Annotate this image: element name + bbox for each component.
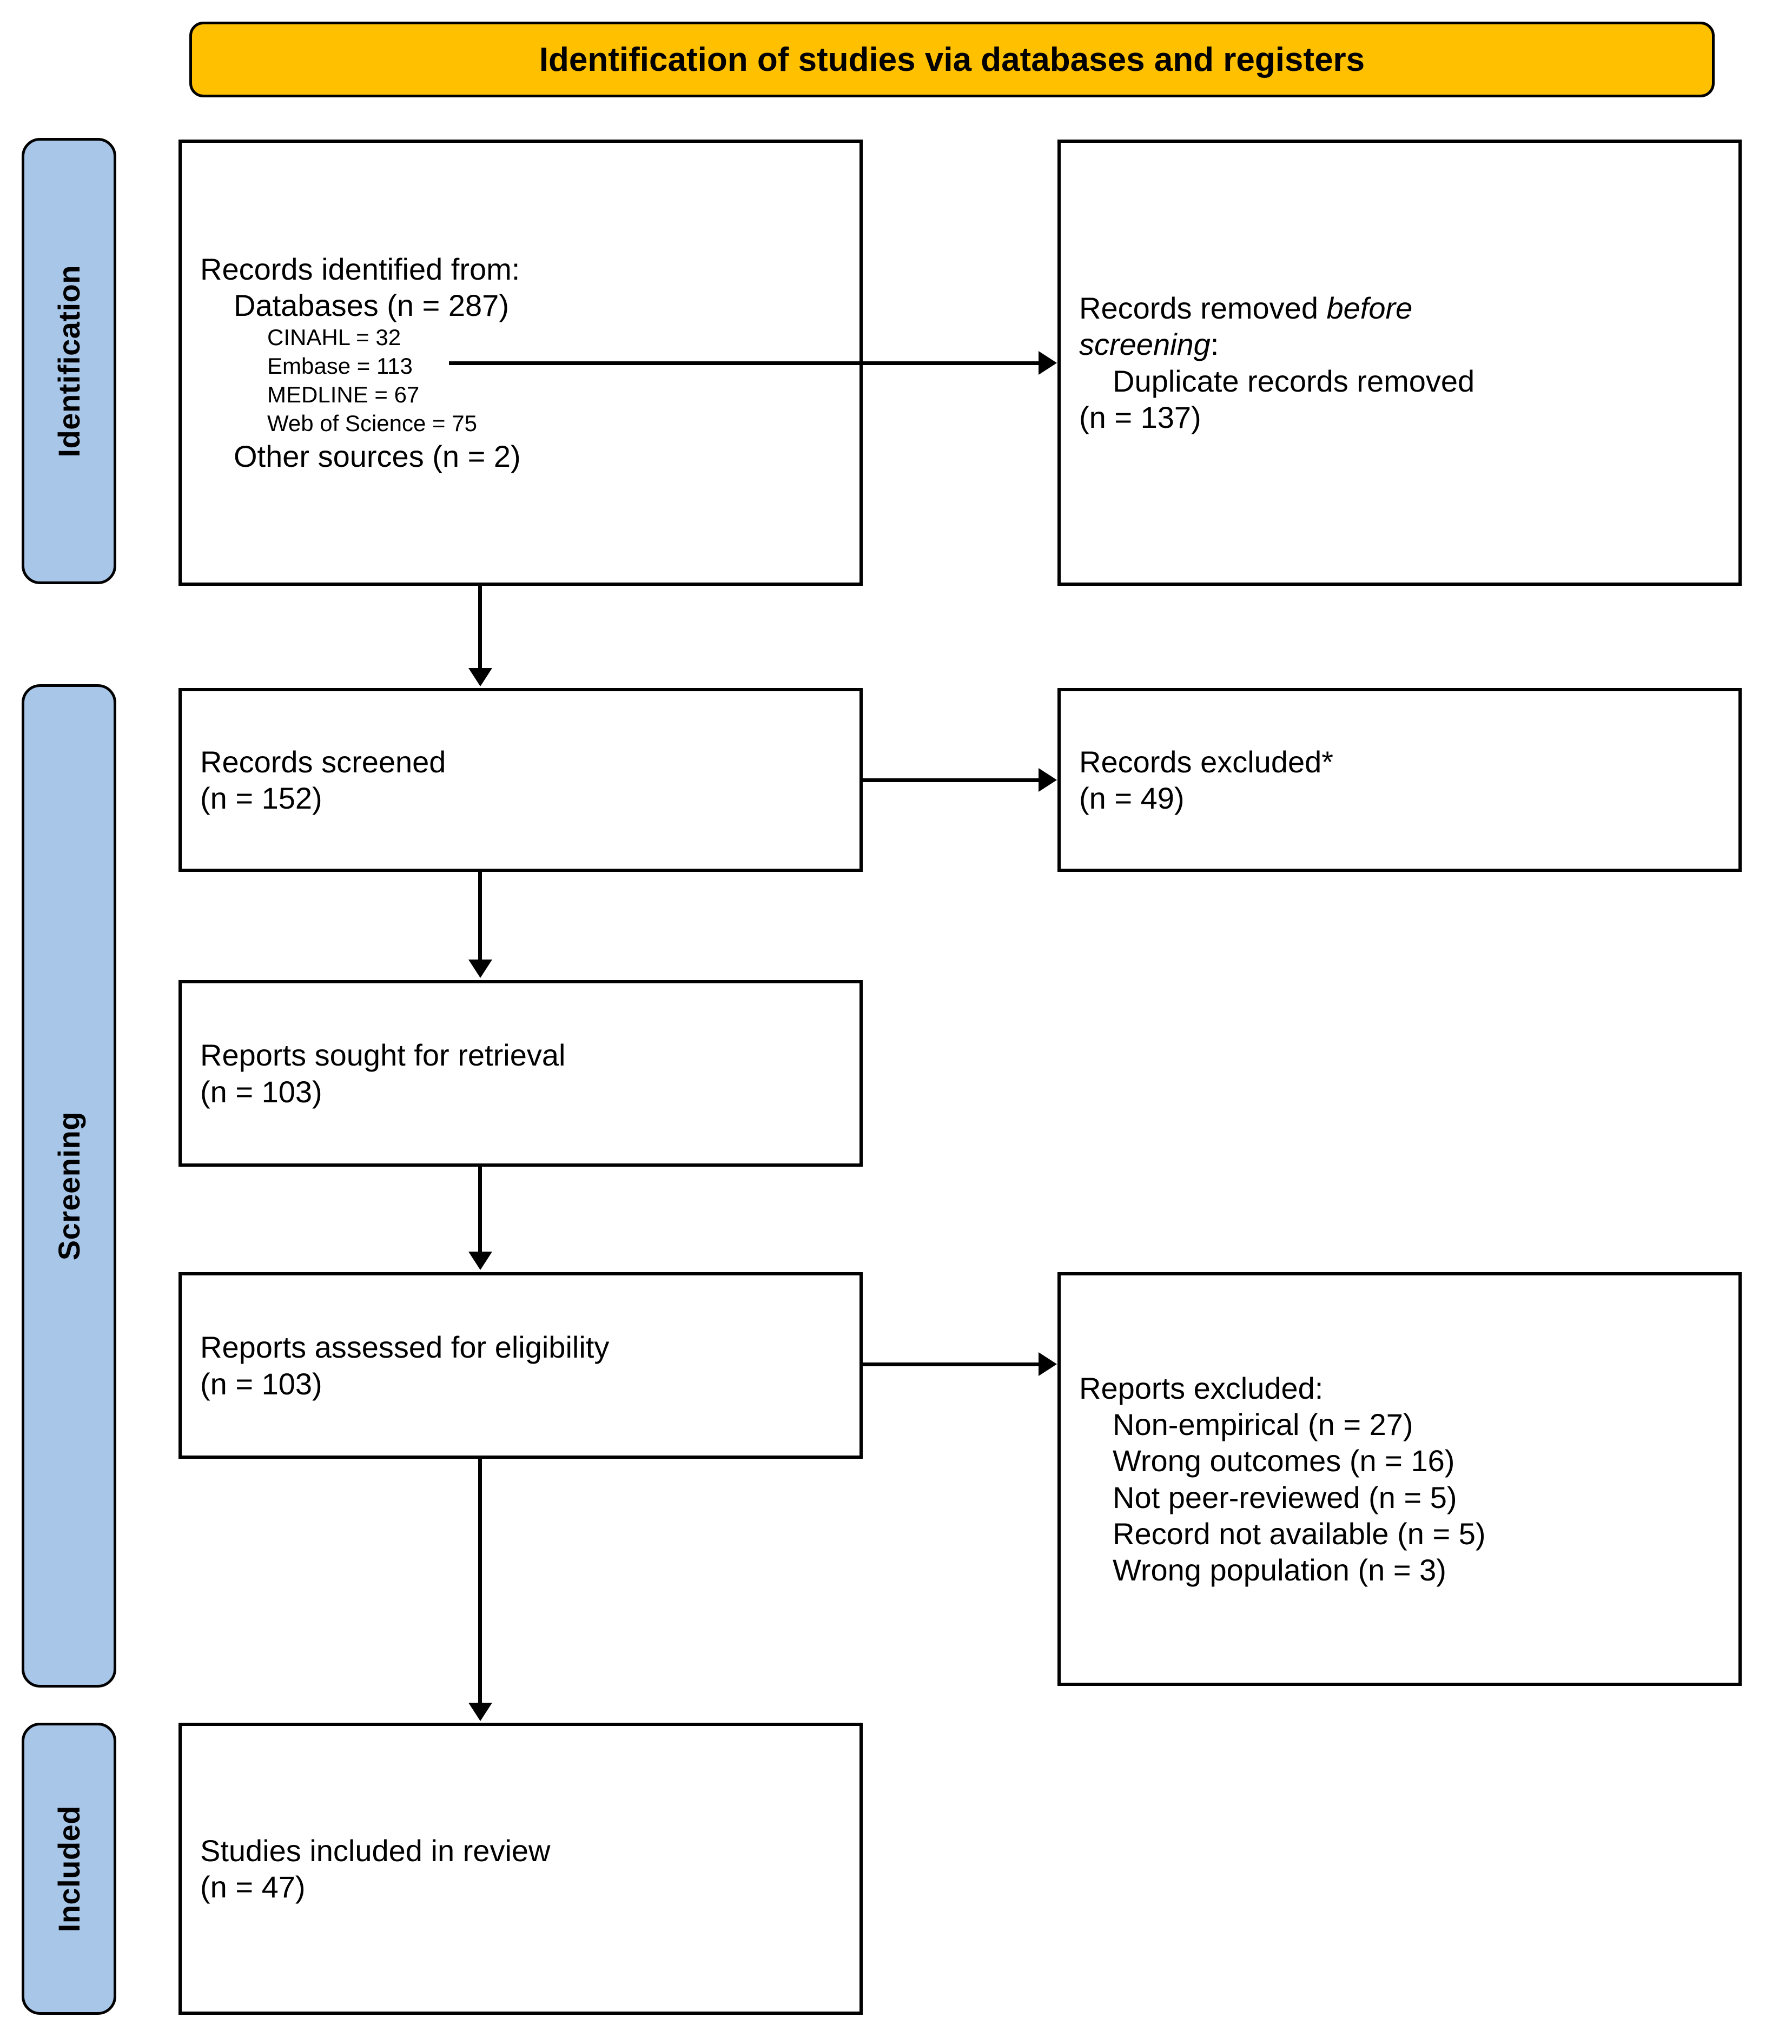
box-line: CINAHL = 32: [267, 325, 401, 350]
phase-label-included: Included: [22, 1723, 116, 2015]
box-studies-included: [178, 1723, 863, 2015]
connector-identified-to-screened: [478, 586, 482, 670]
box-reports-excluded: [1057, 1272, 1742, 1686]
connector-assessed-to-reports-excluded: [863, 1362, 1039, 1366]
connector-identified-to-removed: [449, 361, 1039, 365]
box-line: (n = 152): [200, 781, 322, 815]
connector-screened-to-excluded: [863, 778, 1039, 782]
connector-screened-to-sought: [478, 872, 482, 961]
box-line: Reports sought for retrieval: [200, 1038, 566, 1073]
connector-assessed-to-included: [478, 1459, 482, 1705]
box-line: Duplicate records removed: [1113, 363, 1475, 398]
connector-sought-to-assessed: [478, 1167, 482, 1253]
box-line: Non-empirical (n = 27): [1113, 1407, 1413, 1442]
box-reports-sought-retrieval: [178, 980, 863, 1167]
box-line: Not peer-reviewed (n = 5): [1113, 1480, 1457, 1514]
box-line: MEDLINE = 67: [267, 382, 420, 408]
box-line: Wrong outcomes (n = 16): [1113, 1444, 1455, 1478]
box-line: Reports assessed for eligibility: [200, 1330, 610, 1365]
arrowhead-screened-to-excluded: [1039, 768, 1057, 792]
box-line: (n = 103): [200, 1074, 322, 1109]
box-line: screening:: [1079, 327, 1219, 362]
arrowhead-assessed-to-reports-excluded: [1039, 1352, 1057, 1376]
box-line: Records removed before: [1079, 291, 1413, 326]
diagram-title-banner: [189, 22, 1715, 97]
arrowhead-identified-to-removed: [1039, 351, 1057, 375]
box-line: Record not available (n = 5): [1113, 1516, 1486, 1551]
arrowhead-identified-to-screened: [468, 668, 492, 686]
box-line: Records screened: [200, 744, 446, 779]
arrowhead-sought-to-assessed: [468, 1252, 492, 1270]
box-line: Studies included in review: [200, 1833, 551, 1868]
page-title: Identification of studies via databases and registers: [539, 41, 1365, 78]
box-line: Other sources (n = 2): [234, 439, 521, 473]
box-line: (n = 103): [200, 1366, 322, 1401]
box-line: Records excluded*: [1079, 744, 1334, 779]
box-line: Wrong population (n = 3): [1113, 1552, 1446, 1587]
box-line: Databases (n = 287): [234, 288, 509, 323]
phase-label-screening: Screening: [22, 684, 116, 1688]
box-line: Embase = 113: [267, 353, 413, 379]
box-line: (n = 47): [200, 1870, 306, 1904]
box-reports-assessed-eligibility: [178, 1272, 863, 1459]
box-line: (n = 49): [1079, 781, 1185, 815]
phase-label-identification: Identification: [22, 138, 116, 584]
arrowhead-screened-to-sought: [468, 960, 492, 978]
box-line: Records identified from:: [200, 252, 520, 286]
box-records-screened: [178, 688, 863, 872]
box-line: (n = 137): [1079, 400, 1201, 434]
box-records-removed-before-screening: [1057, 140, 1742, 586]
box-line: Web of Science = 75: [267, 411, 477, 436]
box-records-excluded: [1057, 688, 1742, 872]
arrowhead-assessed-to-included: [468, 1703, 492, 1721]
box-line: Reports excluded:: [1079, 1371, 1324, 1405]
